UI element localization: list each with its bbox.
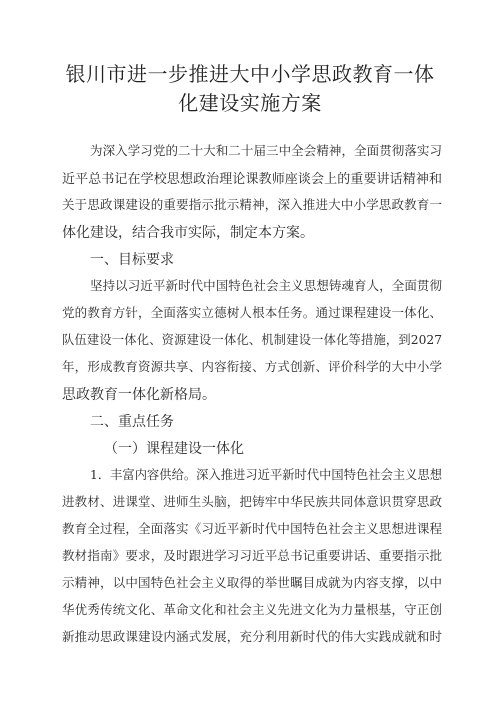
paragraph-goals-line-3: 队伍建设一体化、资源建设一体化、机制建设一体化等措施，到2027 bbox=[62, 333, 442, 347]
section-heading-tasks: 二、重点任务 bbox=[90, 414, 174, 430]
paragraph-content-line-3: 教育全过程，全面落实《习近平新时代中国特色社会主义思想进课程 bbox=[62, 521, 442, 536]
paragraph-intro-line-2: 近平总书记在学校思想政治理论课教师座谈会上的重要讲话精神和 bbox=[62, 172, 442, 187]
paragraph-goals-line-2: 党的教育方针，全面落实立德树人根本任务。通过课程建设一体化、 bbox=[62, 305, 442, 320]
subsection-heading-curriculum: （一）课程建设一体化 bbox=[104, 441, 244, 457]
paragraph-intro-line-3: 关于思政课建设的重要指示批示精神，深入推进大中小学思政教育一 bbox=[62, 197, 442, 212]
paragraph-goals-line-5: 思政教育一体化新格局。 bbox=[62, 387, 216, 403]
paragraph-content-line-6: 华优秀传统文化、革命文化和社会主义先进文化为力量根基，守正创 bbox=[62, 602, 442, 617]
section-heading-goals: 一、目标要求 bbox=[90, 252, 174, 268]
paragraph-intro-line-4: 体化建设，结合我市实际，制定本方案。 bbox=[62, 225, 314, 241]
paragraph-content-line-7: 新推动思政课建设内涵式发展，充分利用新时代的伟大实践成就和时 bbox=[62, 629, 442, 644]
paragraph-content-line-2: 进教材、进课堂、进师生头脑，把铸牢中华民族共同体意识贯穿思政 bbox=[62, 494, 442, 509]
paragraph-intro-line-1: 为深入学习党的二十大和二十届三中全会精神，全面贯彻落实习 bbox=[90, 143, 442, 158]
paragraph-goals-line-1: 坚持以习近平新时代中国特色社会主义思想铸魂育人，全面贯彻 bbox=[90, 278, 442, 293]
paragraph-content-line-1: 1．丰富内容供给。深入推进习近平新时代中国特色社会主义思想 bbox=[90, 468, 442, 482]
paragraph-goals-line-4: 年，形成教育资源共享、内容衔接、方式创新、评价科学的大中小学 bbox=[62, 359, 442, 374]
paragraph-content-line-5: 示精神，以中国特色社会主义取得的举世瞩目成就为内容支撑，以中 bbox=[62, 575, 442, 590]
document-title-line-1: 银川市进一步推进大中小学思政教育一体 bbox=[65, 62, 435, 86]
paragraph-content-line-4: 教材指南》要求，及时跟进学习习近平总书记重要讲话、重要指示批 bbox=[62, 548, 442, 563]
document-title-line-2: 化建设实施方案 bbox=[178, 91, 322, 115]
